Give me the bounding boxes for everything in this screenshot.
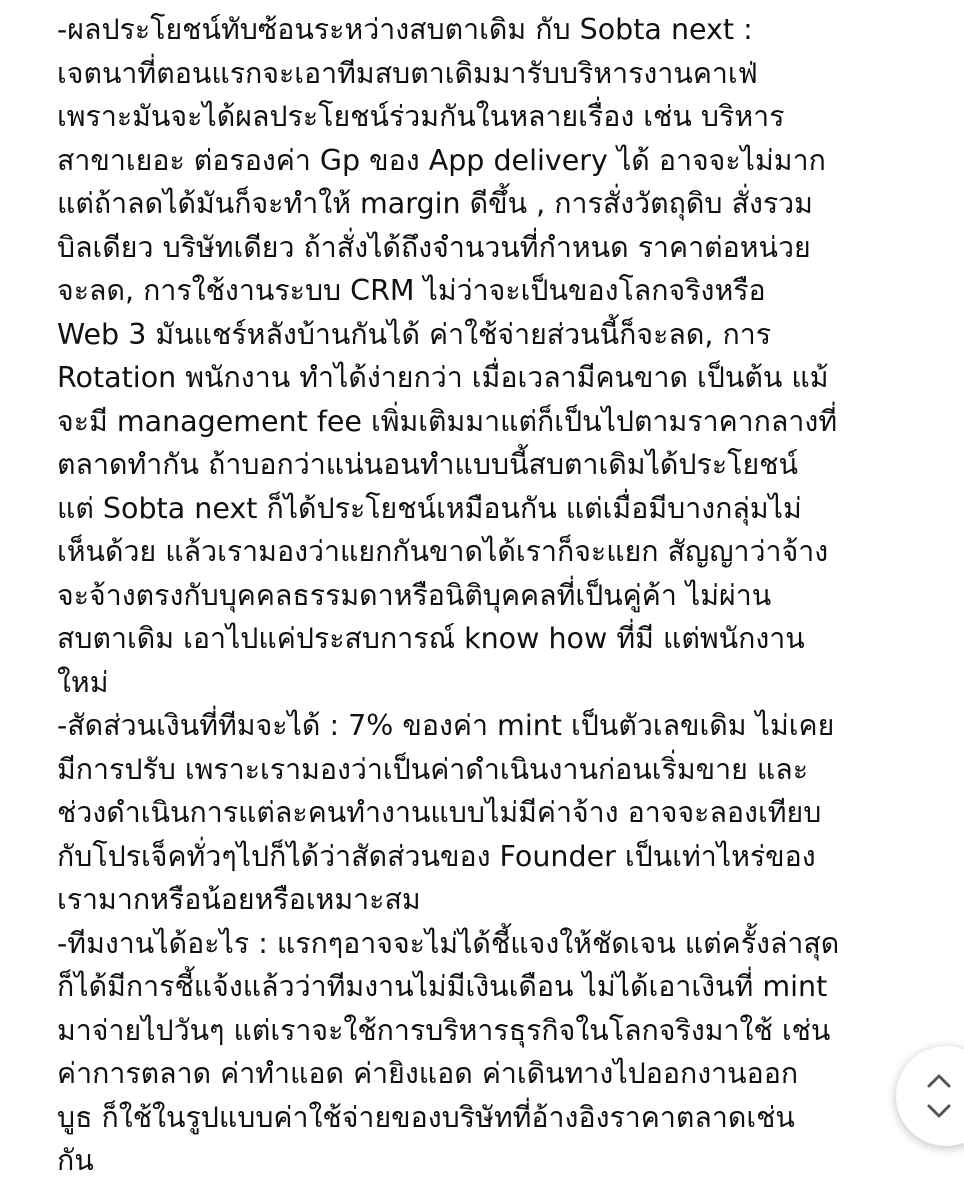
text-line: สาขาเยอะ ต่อรองค่า Gp ของ App delivery ได้ อาจจะไม่มาก xyxy=(57,143,826,177)
text-line: Rotation พนักงาน ทำได้ง่ายกว่า เมื่อเวลามีคนขาด เป็นต้น แม้ xyxy=(57,361,829,394)
text-line: เพราะมันจะได้ผลประโยชน์ร่วมกันในหลายเรื่อง เช่น บริหาร xyxy=(57,100,785,133)
text-line: -ผลประโยชน์ทับซ้อนระหว่างสบตาเดิม กับ Sobta next : xyxy=(57,13,753,46)
text-line: จะลด, การใช้งานระบบ CRM ไม่ว่าจะเป็นของโลกจริงหรือ xyxy=(57,274,766,307)
text-line: จะจ้างตรงกับบุคคลธรรมดาหรือนิติบุคคลที่เป็นคู่ค้า ไม่ผ่าน xyxy=(57,578,772,612)
text-line: ค่าการตลาด ค่าทำแอด ค่ายิงแอด ค่าเดินทางไปออกงานออก xyxy=(57,1057,799,1090)
text-line: ใหม่ xyxy=(57,665,109,699)
text-line: เจตนาที่ตอนแรกจะเอาทีมสบตาเดิมมารับบริหารงานคาเฟ่ xyxy=(57,56,758,90)
text-line: ช่วงดำเนินการแต่ละคนทำงานแบบไม่มีค่าจ้าง อาจจะลองเทียบ xyxy=(57,796,822,829)
text-line: -ทีมงานได้อะไร : แรกๆอาจจะไม่ได้ชี้แจงให้ชัดเจน แต่ครั้งล่าสุด xyxy=(57,926,840,960)
document-body xyxy=(57,8,947,1183)
text-line: -สัดส่วนเงินที่ทีมจะได้ : 7% ของค่า mint เป็นตัวเลขเดิม ไม่เคย xyxy=(57,709,835,742)
text-line: กัน xyxy=(57,1144,94,1177)
text-line: มีการปรับ เพราะเรามองว่าเป็นค่าดำเนินงานก่อนเริ่มขาย และ xyxy=(57,752,809,786)
text-line: สบตาเดิม เอาไปแค่ประสบการณ์ know how ที่มี แต่พนักงาน xyxy=(57,622,805,655)
text-line: ก็ได้มีการชี้แจ้งแล้วว่าทีมงานไม่มีเงินเดือน ไม่ได้เอาเงินที่ mint xyxy=(57,970,828,1003)
text-line: เรามากหรือน้อยหรือเหมาะสม xyxy=(57,883,421,916)
text-line: กับโปรเจ็คทั่วๆไปก็ได้ว่าสัดส่วนของ Founder เป็นเท่าไหร่ของ xyxy=(57,839,816,873)
text-line: ตลาดทำกัน ถ้าบอกว่าแน่นอนทำแบบนี้สบตาเดิมได้ประโยชน์ xyxy=(57,448,798,481)
text-line: บูธ ก็ใช้ในรูปแบบค่าใช้จ่ายของบริษัทที่อ้างอิงราคาตลาดเช่น xyxy=(57,1100,795,1134)
text-line: จะมี management fee เพิ่มเติมมาแต่ก็เป็นไปตามราคากลางที่ xyxy=(57,404,838,438)
text-line: เห็นด้วย แล้วเรามองว่าแยกกันขาดได้เราก็จะแยก สัญญาว่าจ้าง xyxy=(57,535,829,568)
text-line: บิลเดียว บริษัทเดียว ถ้าสั่งได้ถึงจำนวนที่กำหนด ราคาต่อหน่วย xyxy=(57,230,811,264)
chevron-down-icon[interactable] xyxy=(926,1098,952,1124)
text-line: แต่ Sobta next ก็ได้ประโยชน์เหมือนกัน แต่เมื่อมีบางกลุ่มไม่ xyxy=(57,491,802,525)
text-line: แต่ถ้าลดได้มันก็จะทำให้ margin ดีขึ้น , การสั่งวัตถุดิบ สั่งรวม xyxy=(57,187,813,220)
text-line: Web 3 มันแชร์หลังบ้านกันได้ ค่าใช้จ่ายส่วนนี้ก็จะลด, การ xyxy=(57,317,772,351)
text-line: มาจ่ายไปวันๆ แต่เราจะใช้การบริหารธุรกิจในโลกจริงมาใช้ เช่น xyxy=(57,1013,831,1047)
chevron-up-icon[interactable] xyxy=(926,1068,952,1094)
